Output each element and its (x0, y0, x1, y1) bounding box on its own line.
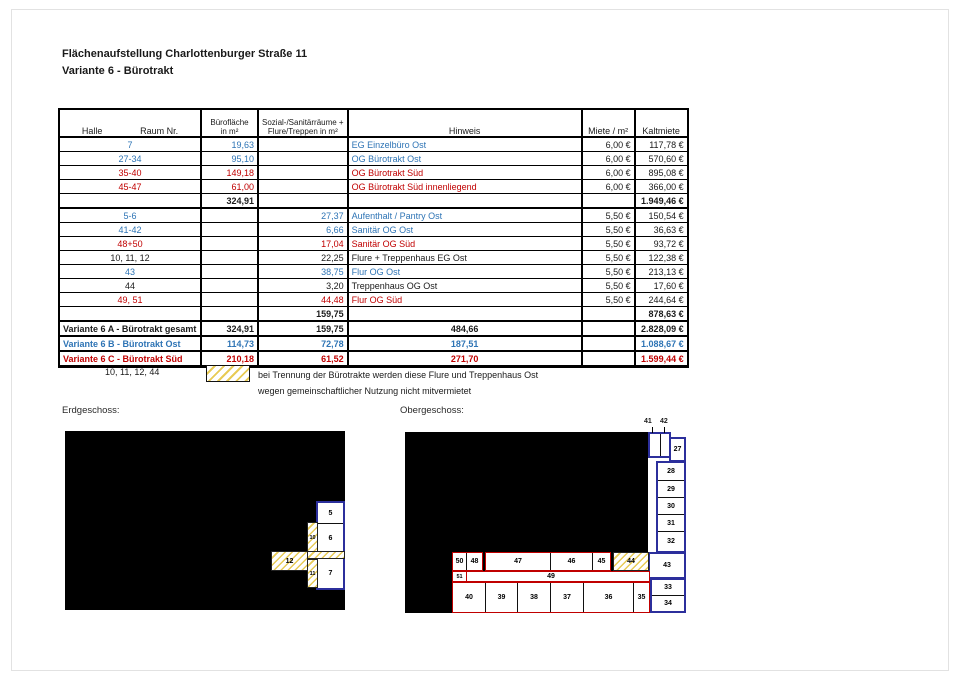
title-line-1: Flächenaufstellung Charlottenburger Straße 11 (62, 48, 308, 60)
cell-kaltmiete-subtotal: 878,63 € (635, 307, 688, 322)
table-row (59, 152, 688, 166)
cell-miete (582, 194, 635, 209)
table-row (59, 293, 688, 307)
og-room-43 (648, 552, 686, 579)
table-row (59, 194, 688, 209)
cell-kaltmiete: 93,72 € (635, 237, 688, 251)
cell-bueroflaeche (201, 223, 258, 237)
header-miete: Miete / m² (582, 109, 635, 137)
room-segment (650, 434, 660, 456)
room-label-30: 30 (658, 497, 684, 514)
room-label-35: 35 (633, 583, 649, 612)
cell-raum-nr (59, 307, 201, 322)
cell-gesamt-flaeche: 484,66 (348, 321, 582, 336)
cell-kaltmiete: 117,78 € (635, 137, 688, 152)
cell-kaltmiete: 17,60 € (635, 279, 688, 293)
room-label-36: 36 (583, 583, 633, 612)
room-label-48: 48 (466, 553, 482, 570)
obergeschoss-label: Obergeschoss: (400, 405, 464, 416)
room-label-45: 45 (592, 553, 610, 570)
cell-raum-nr (59, 194, 201, 209)
og-room-41-42 (648, 432, 671, 458)
cell-bueroflaeche (201, 251, 258, 265)
area-table (58, 108, 689, 368)
table-row (59, 307, 688, 322)
cell-bueroflaeche (201, 307, 258, 322)
header-halle-label: Halle (81, 126, 103, 136)
cell-hinweis: OG Bürotrakt Süd (348, 166, 582, 180)
room-label-27: 27 (673, 446, 682, 453)
og-corridor-44 (613, 552, 649, 571)
cell-miete: 5,50 € (582, 223, 635, 237)
cell-bueroflaeche: 95,10 (201, 152, 258, 166)
eg-corridor-12 (271, 551, 308, 571)
room-label-6: 6 (318, 523, 343, 553)
callout-tick-41 (652, 427, 653, 433)
room-label-34: 34 (652, 595, 684, 611)
cell-raum-nr: 45-47 (59, 180, 201, 194)
table-row (59, 180, 688, 194)
callout-room-41: 41 (644, 418, 652, 425)
cell-kaltmiete: 36,63 € (635, 223, 688, 237)
cell-miete (582, 351, 635, 367)
room-label-33: 33 (664, 584, 672, 591)
cell-miete: 6,00 € (582, 180, 635, 194)
note-line-1: bei Trennung der Bürotrakte werden diese Flure und Treppenhaus Ost (258, 370, 539, 380)
cell-bueroflaeche (201, 279, 258, 293)
og-room-33-34 (650, 578, 686, 613)
cell-kaltmiete: 122,38 € (635, 251, 688, 265)
room-label-38: 38 (517, 583, 550, 612)
cell-hinweis: Sanitär OG Süd (348, 237, 582, 251)
title-line-2: Variante 6 - Bürotrakt (62, 65, 174, 77)
cell-miete: 5,50 € (582, 293, 635, 307)
cell-raum-nr: 43 (59, 265, 201, 279)
cell-hinweis: Flur OG Ost (348, 265, 582, 279)
cell-miete (582, 336, 635, 351)
callout-tick-42 (664, 427, 665, 433)
room-label-7: 7 (328, 569, 333, 577)
cell-hinweis: Flur OG Süd (348, 293, 582, 307)
cell-miete: 6,00 € (582, 137, 635, 152)
cell-raum-nr: 49, 51 (59, 293, 201, 307)
cell-variante-label: Variante 6 C - Bürotrakt Süd (59, 351, 201, 367)
callout-room-42: 42 (660, 418, 668, 425)
header-bueroflaeche: Bürofläche in m² (201, 109, 258, 137)
cell-miete: 6,00 € (582, 152, 635, 166)
note-room-list: 10, 11, 12, 44 (105, 367, 160, 377)
og-corridor-49 (452, 571, 650, 582)
room-label-50: 50 (455, 558, 464, 565)
cell-raum-nr: 48+50 (59, 237, 201, 251)
cell-miete: 5,50 € (582, 265, 635, 279)
table-row (59, 166, 688, 180)
table-row (59, 251, 688, 265)
room-label-11: 11 (309, 570, 316, 577)
room-segment (660, 434, 669, 456)
room-label-39: 39 (485, 583, 517, 612)
room-label-28: 28 (667, 468, 675, 475)
room-label-32: 32 (658, 531, 684, 551)
table-row (59, 208, 688, 223)
og-corridor-51 (452, 571, 467, 582)
cell-flure-total: 159,75 (258, 321, 348, 336)
cell-raum-nr: 27-34 (59, 152, 201, 166)
cell-gesamt-flaeche: 271,70 (348, 351, 582, 367)
cell-hinweis: OG Bürotrakt Ost (348, 152, 582, 166)
cell-bueroflaeche (201, 265, 258, 279)
cell-kaltmiete: 895,08 € (635, 166, 688, 180)
room-label-49: 49 (547, 573, 555, 580)
og-room-47-46-45 (485, 552, 611, 571)
room-label-29: 29 (658, 480, 684, 497)
room-label-47: 47 (514, 558, 522, 565)
room-label-37: 37 (550, 583, 583, 612)
cell-hinweis: Sanitär OG Ost (348, 223, 582, 237)
cell-bueroflaeche-total: 210,18 (201, 351, 258, 367)
cell-kaltmiete: 244,64 € (635, 293, 688, 307)
cell-flure-subtotal: 159,75 (258, 307, 348, 322)
room-label-5: 5 (328, 509, 333, 517)
cell-kaltmiete: 570,60 € (635, 152, 688, 166)
header-raum-label: Raum Nr. (140, 126, 179, 136)
header-kaltmiete: Kaltmiete (635, 109, 688, 137)
document-title (62, 46, 307, 80)
cell-flure (258, 137, 348, 152)
cell-variante-label: Variante 6 B - Bürotrakt Ost (59, 336, 201, 351)
room-label-40: 40 (465, 594, 473, 601)
table-row (59, 351, 688, 367)
cell-kaltmiete: 366,00 € (635, 180, 688, 194)
note-line-2: wegen gemeinschaftlicher Nutzung nicht mitvermietet (258, 386, 472, 396)
cell-flure (258, 152, 348, 166)
table-row (59, 336, 688, 351)
header-halle-raum (59, 109, 201, 137)
table-row (59, 223, 688, 237)
room-label-51: 51 (456, 573, 463, 580)
eg-corridor-11 (307, 559, 318, 588)
room-label-10: 10 (309, 534, 316, 541)
cell-hinweis: OG Bürotrakt Süd innenliegend (348, 180, 582, 194)
table-row (59, 237, 688, 251)
erdgeschoss-label: Erdgeschoss: (62, 405, 120, 416)
cell-raum-nr: 35-40 (59, 166, 201, 180)
cell-flure (258, 194, 348, 209)
note-text (258, 367, 538, 399)
cell-miete: 5,50 € (582, 237, 635, 251)
cell-flure: 38,75 (258, 265, 348, 279)
cell-kaltmiete-total: 1.599,44 € (635, 351, 688, 367)
eg-corridor-10 (307, 522, 318, 553)
cell-gesamt-flaeche: 187,51 (348, 336, 582, 351)
cell-bueroflaeche (201, 208, 258, 223)
hatch-legend-swatch (206, 365, 250, 382)
cell-flure: 27,37 (258, 208, 348, 223)
cell-miete: 5,50 € (582, 279, 635, 293)
cell-flure: 22,25 (258, 251, 348, 265)
cell-bueroflaeche (201, 237, 258, 251)
cell-raum-nr: 44 (59, 279, 201, 293)
cell-raum-nr: 7 (59, 137, 201, 152)
table-row (59, 279, 688, 293)
cell-variante-label: Variante 6 A - Bürotrakt gesamt (59, 321, 201, 336)
cell-raum-nr: 5-6 (59, 208, 201, 223)
header-sozial: Sozial-/Sanitärräume + Flure/Treppen in m² (258, 109, 348, 137)
floorplan-eg-redacted-area (65, 431, 345, 610)
cell-kaltmiete-subtotal: 1.949,46 € (635, 194, 688, 209)
og-room-27 (669, 437, 686, 462)
og-room-bottom (452, 582, 650, 613)
room-segment (308, 552, 344, 558)
cell-flure (258, 166, 348, 180)
cell-raum-nr: 41-42 (59, 223, 201, 237)
cell-bueroflaeche-total: 324,91 (201, 321, 258, 336)
cell-kaltmiete: 213,13 € (635, 265, 688, 279)
cell-flure: 3,20 (258, 279, 348, 293)
cell-flure-total: 72,78 (258, 336, 348, 351)
room-label-43: 43 (663, 562, 671, 569)
cell-kaltmiete-total: 2.828,09 € (635, 321, 688, 336)
room-label-12: 12 (285, 557, 294, 565)
cell-bueroflaeche-total: 114,73 (201, 336, 258, 351)
og-room-50-48 (452, 552, 483, 571)
cell-miete: 5,50 € (582, 251, 635, 265)
cell-hinweis: Aufenthalt / Pantry Ost (348, 208, 582, 223)
cell-miete: 6,00 € (582, 166, 635, 180)
cell-hinweis: Flure + Treppenhaus EG Ost (348, 251, 582, 265)
table-row (59, 265, 688, 279)
eg-corridor-east (307, 551, 345, 559)
cell-kaltmiete: 150,54 € (635, 208, 688, 223)
cell-raum-nr: 10, 11, 12 (59, 251, 201, 265)
cell-flure: 17,04 (258, 237, 348, 251)
cell-miete: 5,50 € (582, 208, 635, 223)
table-header (59, 109, 688, 137)
cell-hinweis: EG Einzelbüro Ost (348, 137, 582, 152)
cell-flure: 6,66 (258, 223, 348, 237)
cell-hinweis (348, 307, 582, 322)
cell-bueroflaeche-subtotal: 324,91 (201, 194, 258, 209)
cell-hinweis: Treppenhaus OG Ost (348, 279, 582, 293)
cell-miete (582, 321, 635, 336)
cell-kaltmiete-total: 1.088,67 € (635, 336, 688, 351)
cell-flure-total: 61,52 (258, 351, 348, 367)
cell-flure: 44,48 (258, 293, 348, 307)
room-label-31: 31 (658, 514, 684, 531)
room-label-44: 44 (627, 558, 635, 565)
room-label-46: 46 (550, 553, 592, 570)
cell-flure (258, 180, 348, 194)
table-row (59, 321, 688, 336)
table-body (59, 137, 688, 367)
cell-hinweis (348, 194, 582, 209)
og-room-col-east (656, 461, 686, 553)
eg-room-5-6 (316, 501, 345, 555)
table-row (59, 137, 688, 152)
cell-bueroflaeche: 19,63 (201, 137, 258, 152)
cell-bueroflaeche (201, 293, 258, 307)
cell-miete (582, 307, 635, 322)
cell-bueroflaeche: 61,00 (201, 180, 258, 194)
eg-room-7 (316, 556, 345, 590)
cell-bueroflaeche: 149,18 (201, 166, 258, 180)
header-hinweis: Hinweis (348, 109, 582, 137)
